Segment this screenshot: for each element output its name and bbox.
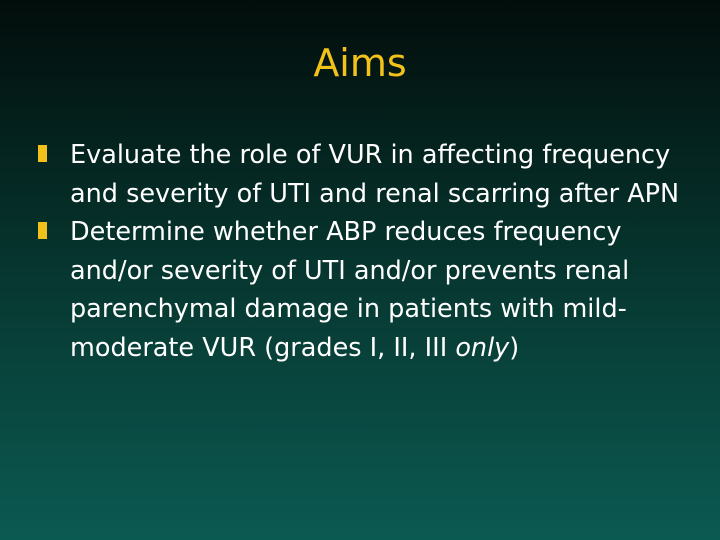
square-bullet-icon — [38, 222, 47, 239]
bullet-emphasis-only: only — [455, 332, 510, 363]
square-bullet-icon — [38, 145, 47, 162]
bullet-text-1: Evaluate the role of VUR in affecting frequency and severity of UTI and renal scarring after APN — [70, 140, 680, 209]
slide-title: Aims — [313, 41, 407, 85]
bullet-item-1 — [36, 136, 696, 213]
bullet-list — [36, 136, 696, 367]
bullet-text-2: Determine whether ABP reduces frequency and/or severity of UTI and/or prevents renal parenchymal damage in patients with mild-moderate VUR (grades I, II, III — [70, 217, 630, 363]
bullet-item-2 — [36, 213, 696, 367]
bullet-tail: ) — [509, 332, 520, 363]
